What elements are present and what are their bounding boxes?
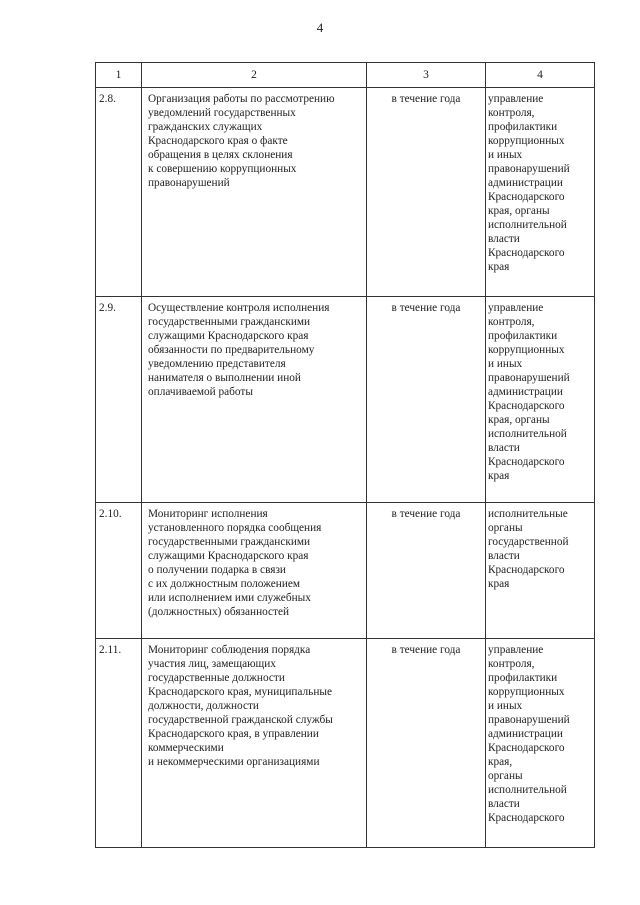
row-description: Осуществление контроля исполнения государственными гражданскими служащими Краснодарского края обязанности по предварительному уведомлению представителя нанимателя о выполнении иной оплачиваемой работы <box>142 297 367 503</box>
row-number: 2.8. <box>96 88 142 297</box>
row-responsible: исполнительные органы государственной власти Краснодарского края <box>486 503 595 639</box>
row-responsible: управление контроля, профилактики коррупционных и иных правонарушений администрации Краснодарского края, органы исполнительной власти Краснодарского <box>486 639 595 848</box>
row-responsible: управление контроля, профилактики коррупционных и иных правонарушений администрации Краснодарского края, органы исполнительной власти Краснодарского края <box>486 88 595 297</box>
row-term: в течение года <box>367 88 486 297</box>
column-header-2: 2 <box>142 63 367 88</box>
row-number: 2.10. <box>96 503 142 639</box>
row-description: Мониторинг исполнения установленного порядка сообщения государственными гражданскими служащими Краснодарского края о получении подарка в связи с их должностным положением или исполнением ими служебных (должностных) обязанностей <box>142 503 367 639</box>
table-row <box>96 503 595 639</box>
row-term: в течение года <box>367 503 486 639</box>
table-header-row <box>96 63 595 88</box>
table-row <box>96 639 595 848</box>
row-number: 2.9. <box>96 297 142 503</box>
table-row <box>96 88 595 297</box>
row-description: Организация работы по рассмотрению уведомлений государственных гражданских служащих Краснодарского края о факте обращения в целях склонения к совершению коррупционных правонарушений <box>142 88 367 297</box>
column-header-1: 1 <box>96 63 142 88</box>
measures-table <box>95 62 595 848</box>
table-row <box>96 297 595 503</box>
row-term: в течение года <box>367 639 486 848</box>
row-description: Мониторинг соблюдения порядка участия лиц, замещающих государственные должности Краснодарского края, муниципальные должности, должности государственной гражданской службы Краснодарского края, в управлении коммерческими и некоммерческими организациями <box>142 639 367 848</box>
row-term: в течение года <box>367 297 486 503</box>
page-number: 4 <box>316 20 324 35</box>
column-header-3: 3 <box>367 63 486 88</box>
row-responsible: управление контроля, профилактики коррупционных и иных правонарушений администрации Краснодарского края, органы исполнительной власти Краснодарского края <box>486 297 595 503</box>
row-number: 2.11. <box>96 639 142 848</box>
column-header-4: 4 <box>486 63 595 88</box>
